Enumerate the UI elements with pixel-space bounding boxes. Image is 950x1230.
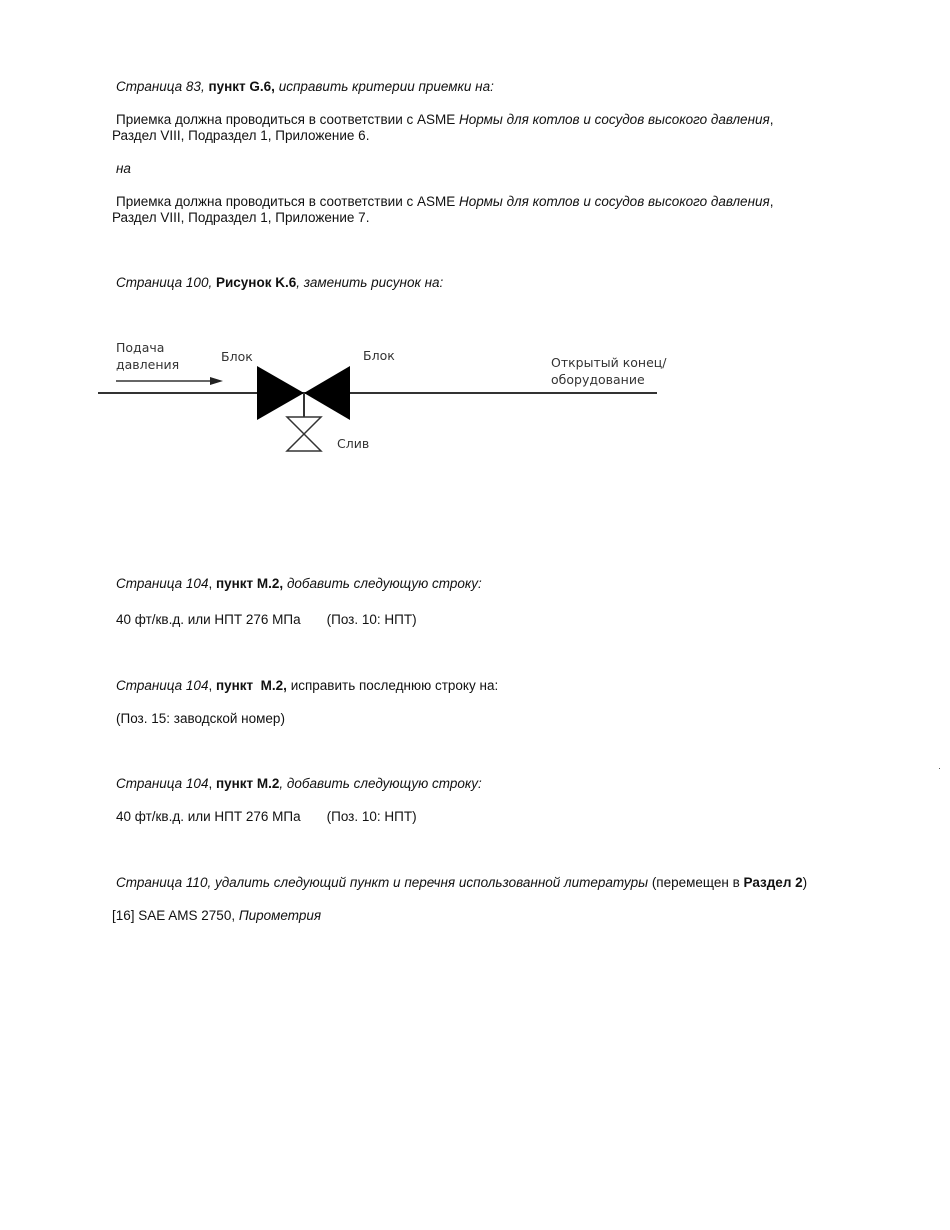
label-open-end-2: оборудование — [551, 372, 645, 387]
m2-fix-row: (Поз. 15: заводской номер) — [116, 711, 285, 726]
m2-add2-row — [116, 808, 417, 825]
stray-dot — [939, 768, 940, 769]
m2-add2-row-right: (Поз. 10: НПТ) — [326, 809, 417, 824]
p110-page: Страница 110 — [116, 875, 208, 890]
p110-reference — [112, 907, 321, 924]
m2-add1-ref: пункт M.2, — [215, 576, 284, 591]
pressure-arrow-head — [210, 377, 223, 385]
drain-valve-top — [287, 417, 321, 434]
g6-ref: пункт G.6, — [208, 79, 275, 94]
p110-note-bold: Раздел 2 — [743, 875, 803, 890]
m2-add1-action: добавить следующую строку: — [286, 576, 482, 591]
m2-add2-sep: , — [208, 776, 216, 791]
m2-add1-row — [116, 611, 417, 628]
p110-action: , удалить следующий пункт и перечня использованной литературы — [207, 875, 649, 890]
m2-add2-page: Страница 104 — [116, 776, 209, 791]
g6-new-code: Нормы для котлов и сосудов высокого давления — [459, 194, 770, 209]
m2-fix-action: исправить последнюю строку на: — [290, 678, 499, 693]
g6-old-code: Нормы для котлов и сосудов высокого давления — [459, 112, 770, 127]
g6-new-pre: Приемка должна проводиться в соответствии с ASME — [116, 194, 460, 209]
k6-ref: Рисунок K.6 — [215, 275, 297, 290]
label-block-right: Блок — [363, 348, 395, 363]
label-open-end-1: Открытый конец/ — [551, 355, 667, 370]
p110-heading — [116, 874, 807, 891]
m2-fix-heading — [116, 677, 498, 694]
m2-add1-sep: , — [208, 576, 216, 591]
label-block-left: Блок — [221, 349, 253, 364]
m2-add1-page: Страница 104 — [116, 576, 209, 591]
block-valve-left — [257, 366, 304, 420]
p110-ref-title: Пирометрия — [238, 908, 322, 923]
g6-new-post: , — [769, 194, 774, 209]
drain-valve-bottom — [287, 434, 321, 451]
m2-add2-action: , добавить следующую строку: — [279, 776, 482, 791]
block-valve-right — [304, 366, 350, 420]
label-supply-1: Подача — [116, 340, 165, 355]
m2-fix-page: Страница 104 — [116, 678, 209, 693]
g6-connector-text: на — [116, 161, 131, 176]
k6-page: Страница 100, — [116, 275, 213, 290]
m2-fix-sep: , — [208, 678, 216, 693]
p110-ref-pre: [16] SAE AMS 2750, — [112, 908, 239, 923]
g6-old-line2: Раздел VIII, Подраздел 1, Приложение 6. — [112, 128, 370, 143]
g6-page: Страница 83, — [116, 79, 205, 94]
label-drain: Слив — [337, 436, 370, 451]
label-supply-2: давления — [116, 357, 180, 372]
m2-add1-row-right: (Поз. 10: НПТ) — [326, 612, 417, 627]
m2-add1-row-left: 40 фт/кв.д. или НПТ 276 МПа — [116, 612, 301, 627]
m2-add1-heading — [116, 575, 482, 592]
k6-action: , заменить рисунок на: — [296, 275, 444, 290]
g6-action: исправить критерии приемки на: — [278, 79, 494, 94]
p110-note-pre: (перемещен в — [648, 875, 744, 890]
g6-old-pre: Приемка должна проводиться в соответствии с ASME — [116, 112, 460, 127]
m2-fix-ref: пункт M.2, — [215, 678, 287, 693]
g6-new-line2: Раздел VIII, Подраздел 1, Приложение 7. — [112, 210, 370, 225]
m2-add2-heading — [116, 775, 482, 792]
p110-note-post: ) — [802, 875, 808, 890]
m2-add2-row-left: 40 фт/кв.д. или НПТ 276 МПа — [116, 809, 301, 824]
g6-old-post: , — [769, 112, 774, 127]
m2-add2-ref: пункт M.2 — [215, 776, 280, 791]
